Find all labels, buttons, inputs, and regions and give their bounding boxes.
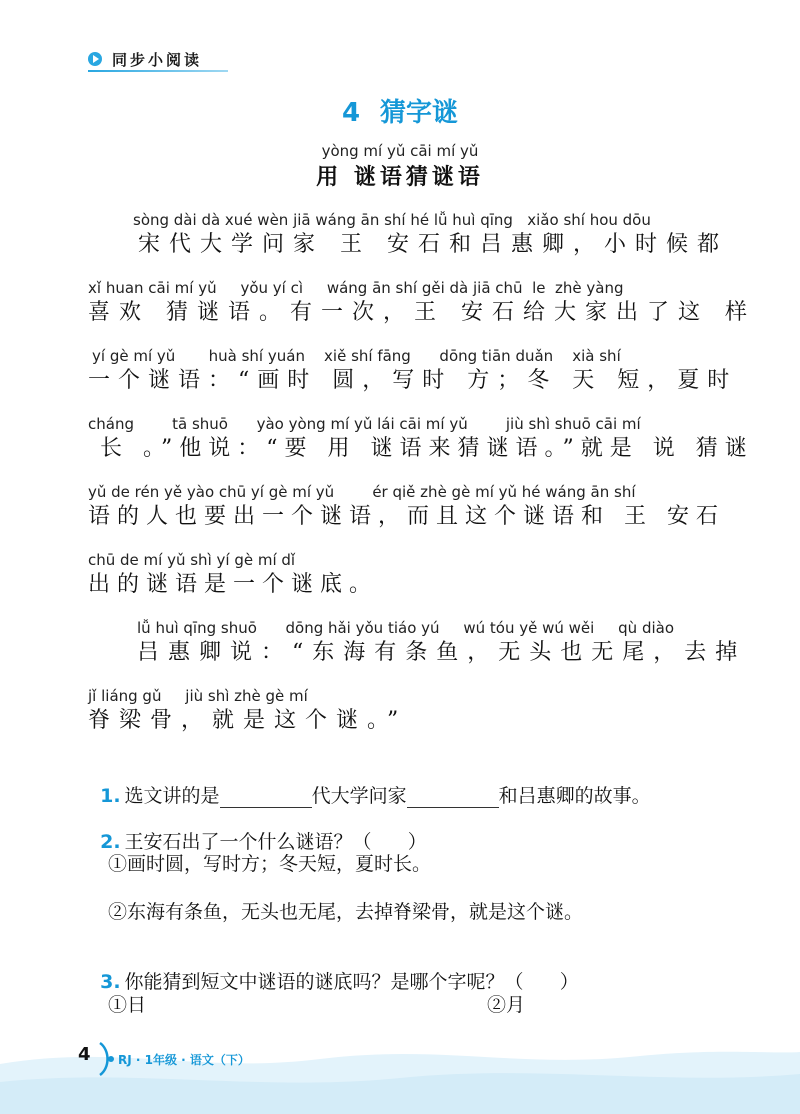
- passage-pinyin-8: jǐ liáng gǔ jiù shì zhè gè mí: [88, 687, 308, 705]
- q2-option-2[interactable]: ②东海有条鱼，无头也无尾，去掉脊梁骨，就是这个谜。: [108, 901, 584, 923]
- footer-book-info: RJ · 1年级 · 语文（下）: [118, 1053, 250, 1067]
- passage-hanzi-6: 出的谜语是一个谜底。: [88, 572, 379, 597]
- footer-wave: [0, 1034, 800, 1114]
- passage-hanzi-5: 语的人也要出一个谜语，而且这个谜语和 王 安石: [88, 504, 725, 529]
- question-text: 王安石出了一个什么谜语？（ ）: [124, 831, 427, 853]
- passage-hanzi-3: 一个谜语：“画时 圆，写时 方；冬 天 短，夏时: [88, 368, 738, 393]
- section-label: 同步小阅读: [112, 51, 203, 69]
- question-number: 1.: [100, 785, 121, 807]
- passage-hanzi-4: 长 。”他说：“要 用 谜语来猜谜语。”就是 说 猜谜: [100, 436, 754, 461]
- passage-pinyin-7: lǚ huì qīng shuō dōng hǎi yǒu tiáo yú wú tóu yě wú wěi qù diào: [137, 619, 675, 637]
- header-underline: [88, 70, 228, 72]
- answer-blank[interactable]: [407, 787, 499, 808]
- footer-dot-icon: [108, 1056, 114, 1062]
- question-text: 和吕惠卿的故事。: [498, 785, 651, 807]
- q3-option-1[interactable]: ①日: [108, 994, 147, 1016]
- passage-hanzi-8: 脊梁骨，就是这个谜。”: [88, 708, 408, 733]
- passage-hanzi-2: 喜欢 猜谜语。有一次，王 安石给大家出了这 样: [88, 300, 756, 325]
- question-number: 2.: [100, 831, 121, 853]
- passage-pinyin-3: yí gè mí yǔ huà shí yuán xiě shí fāng dōng tiān duǎn xià shí: [92, 347, 621, 365]
- question-text: 选文讲的是: [124, 785, 220, 807]
- passage-pinyin-4: cháng tā shuō yào yòng mí yǔ lái cāi mí yǔ jiù shì shuō cāi mí: [88, 415, 641, 433]
- play-icon: [88, 52, 102, 66]
- header: [88, 48, 238, 74]
- lesson-number: 4: [341, 98, 361, 128]
- subtitle-hanzi: 用 谜语猜谜语: [316, 164, 484, 190]
- question-3: [88, 946, 579, 994]
- question-1: [88, 760, 651, 808]
- passage-pinyin-5: yǔ de rén yě yào chū yí gè mí yǔ ér qiě zhè gè mí yǔ hé wáng ān shí: [88, 483, 636, 501]
- question-text: 代大学问家: [311, 785, 407, 807]
- lesson-title-text: 猜字谜: [380, 98, 459, 128]
- question-text: 你能猜到短文中谜语的谜底吗？是哪个字呢？（ ）: [124, 971, 579, 993]
- answer-blank[interactable]: [220, 787, 312, 808]
- page-number: 4: [78, 1044, 91, 1065]
- q3-option-2[interactable]: ②月: [487, 994, 526, 1016]
- subtitle-pinyin: yòng mí yǔ cāi mí yǔ: [321, 142, 479, 160]
- lesson-title: [0, 92, 800, 129]
- question-2: [88, 806, 427, 854]
- passage-pinyin-6: chū de mí yǔ shì yí gè mí dǐ: [88, 551, 296, 569]
- q2-option-1[interactable]: ①画时圆，写时方；冬天短，夏时长。: [108, 853, 432, 875]
- passage-pinyin-1: sòng dài dà xué wèn jiā wáng ān shí hé lǚ huì qīng xiǎo shí hou dōu: [133, 211, 651, 229]
- question-number: 3.: [100, 971, 121, 993]
- passage-hanzi-7: 吕惠卿说：“东海有条鱼，无头也无尾，去掉: [137, 640, 747, 665]
- passage-pinyin-2: xǐ huan cāi mí yǔ yǒu yí cì wáng ān shí gěi dà jiā chū le zhè yàng: [88, 279, 624, 297]
- passage-hanzi-1: 宋代大学问家 王 安石和吕惠卿，小时候都: [138, 232, 728, 257]
